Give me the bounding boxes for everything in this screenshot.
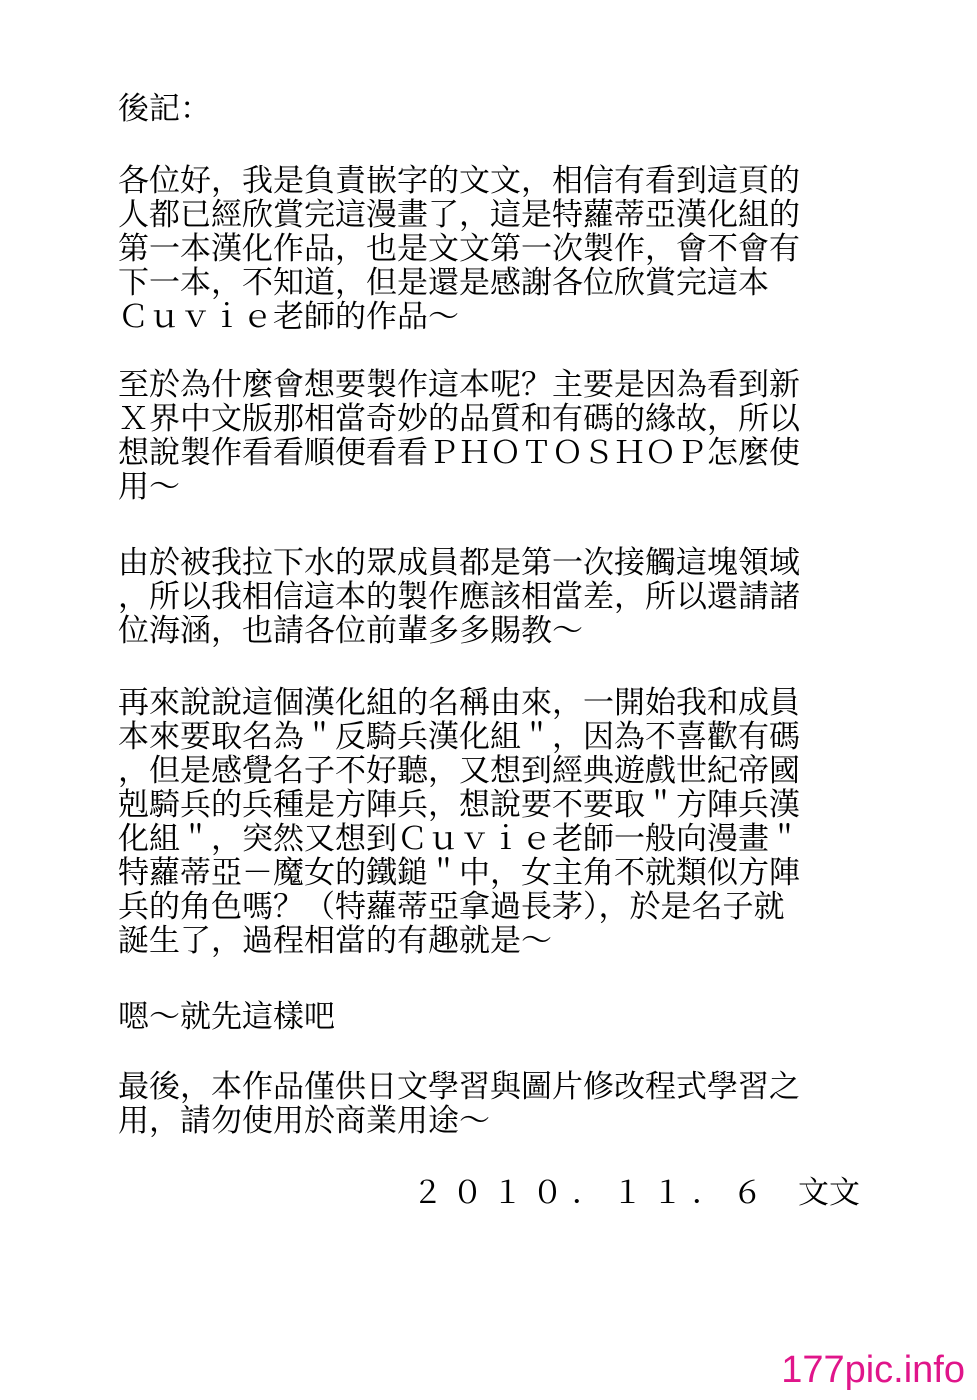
watermark: 177pic.info — [781, 1349, 965, 1391]
text-line: ，所以我相信這本的製作應該相當差，所以還請諸 — [118, 579, 800, 615]
signature-author: 文文 — [798, 1175, 860, 1211]
text-line: 下一本，不知道，但是還是感謝各位欣賞完這本 — [118, 265, 769, 301]
text-line: 用～ — [118, 469, 180, 505]
title-line: 後記： — [118, 91, 211, 127]
text-line: 位海涵，也請各位前輩多多賜教～ — [118, 613, 583, 649]
text-line: 誕生了，過程相當的有趣就是～ — [118, 923, 552, 959]
text-line: 各位好，我是負責嵌字的文文，相信有看到這頁的 — [118, 163, 800, 199]
text-line: 化組＂，突然又想到Ｃｕｖｉｅ老師一般向漫畫＂ — [118, 821, 800, 857]
text-line: Ｘ界中文版那相當奇妙的品質和有碼的緣故，所以 — [118, 401, 800, 437]
paragraph-disclaimer — [118, 1070, 858, 1138]
text-line: 用，請勿使用於商業用途～ — [118, 1103, 490, 1139]
signature — [412, 1176, 860, 1210]
text-line: 人都已經欣賞完這漫畫了，這是特蘿蒂亞漢化組的 — [118, 197, 800, 233]
paragraph-group-name — [118, 686, 858, 958]
text-line: 再來說說這個漢化組的名稱由來，一開始我和成員 — [118, 685, 800, 721]
afterword-title — [118, 92, 858, 126]
text-line: 至於為什麼會想要製作這本呢？主要是因為看到新 — [118, 367, 800, 403]
paragraph-closing — [118, 1000, 858, 1034]
paragraph-members — [118, 546, 858, 648]
text-line: 最後，本作品僅供日文學習與圖片修改程式學習之 — [118, 1069, 800, 1105]
paragraph-greeting — [118, 164, 858, 334]
paragraph-motivation — [118, 368, 858, 504]
text-line: Ｃｕｖｉｅ老師的作品～ — [118, 299, 459, 335]
signature-date: ２０１０．１１．６ — [412, 1175, 772, 1211]
text-line: 本來要取名為＂反騎兵漢化組＂，因為不喜歡有碼 — [118, 719, 800, 755]
text-line: 嗯～就先這樣吧 — [118, 999, 335, 1035]
text-line: 第一本漢化作品，也是文文第一次製作，會不會有 — [118, 231, 800, 267]
text-line: 特蘿蒂亞－魔女的鐵鎚＂中，女主角不就類似方陣 — [118, 855, 800, 891]
text-line: 剋騎兵的兵種是方陣兵，想說要不要取＂方陣兵漢 — [118, 787, 800, 823]
text-line: 兵的角色嗎？（特蘿蒂亞拿過長茅），於是名子就 — [118, 889, 785, 925]
text-line: ，但是感覺名子不好聽，又想到經典遊戲世紀帝國 — [118, 753, 800, 789]
text-line: 想說製作看看順便看看ＰＨＯＴＯＳＨＯＰ怎麼使 — [118, 435, 800, 471]
text-line: 由於被我拉下水的眾成員都是第一次接觸這塊領域 — [118, 545, 800, 581]
